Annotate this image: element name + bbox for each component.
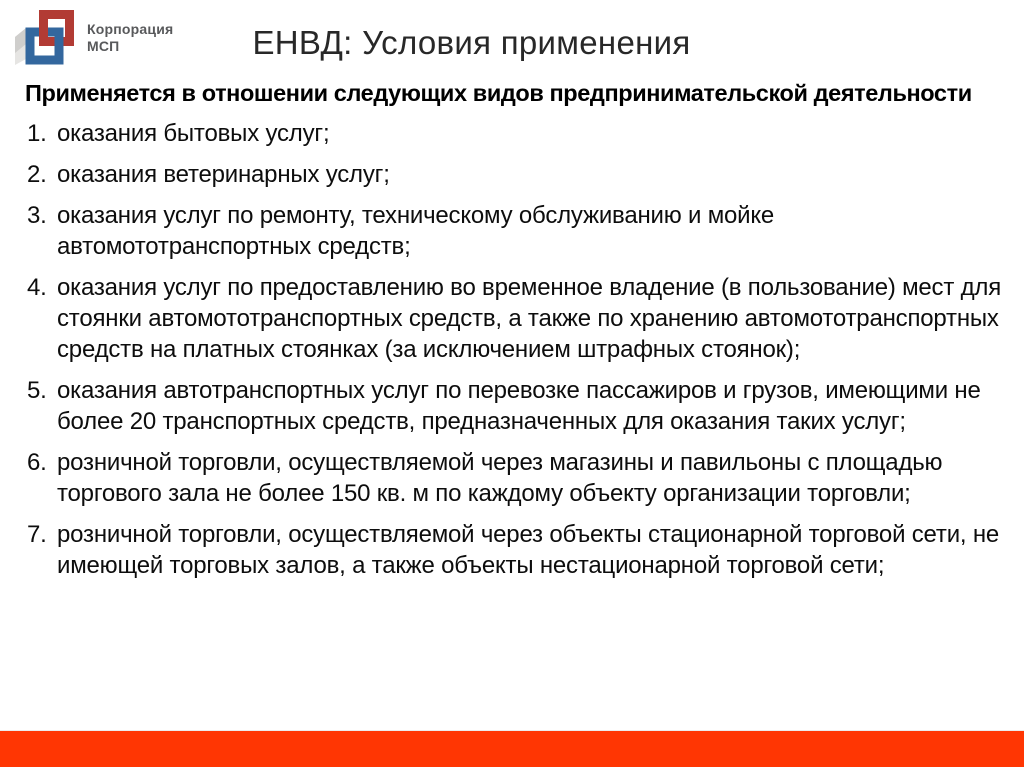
activity-list-item bbox=[27, 200, 1002, 262]
item-text: оказания автотранспортных услуг по перевозке пассажиров и грузов, имеющими не более 20 транспортных средств, предназначенных для оказания таких услуг; bbox=[57, 377, 981, 435]
activity-list-item bbox=[27, 118, 1002, 149]
activity-list-item bbox=[27, 519, 1002, 581]
logo-line2: МСП bbox=[87, 38, 120, 54]
activity-list bbox=[27, 118, 1002, 591]
slide-title: ЕНВД: Условия применения bbox=[252, 24, 691, 61]
logo-line1: Корпорация bbox=[87, 21, 174, 37]
item-text: оказания услуг по предоставлению во временное владение (в пользование) мест для стоянки автомототранспортных средств, а также по хранению автомототранспортных средств на платных стоянках (за исключением штрафных стоянок); bbox=[57, 274, 1002, 363]
item-number: 6. bbox=[27, 449, 47, 476]
item-text: розничной торговли, осуществляемой через объекты стационарной торговой сети, не имеющей торговых залов, а также объекты нестационарной торговой сети; bbox=[57, 521, 1000, 579]
item-text: оказания бытовых услуг; bbox=[57, 120, 330, 147]
item-text: оказания ветеринарных услуг; bbox=[57, 161, 390, 188]
item-number: 4. bbox=[27, 274, 47, 301]
item-number: 1. bbox=[27, 120, 47, 147]
footer-accent-bar bbox=[0, 730, 1024, 767]
activity-list-item bbox=[27, 375, 1002, 437]
item-number: 7. bbox=[27, 521, 47, 548]
activity-list-item bbox=[27, 159, 1002, 190]
activity-list-item bbox=[27, 272, 1002, 365]
item-number: 2. bbox=[27, 161, 47, 188]
intro-heading: Применяется в отношении следующих видов предпринимательской деятельности bbox=[25, 80, 972, 106]
item-number: 5. bbox=[27, 377, 47, 404]
activity-list-item bbox=[27, 447, 1002, 509]
item-number: 3. bbox=[27, 202, 47, 229]
item-text: оказания услуг по ремонту, техническому обслуживанию и мойке автомототранспортных средств; bbox=[57, 202, 775, 260]
item-text: розничной торговли, осуществляемой через магазины и павильоны с площадью торгового зала не более 150 кв. м по каждому объекту организации торговли; bbox=[57, 449, 943, 507]
